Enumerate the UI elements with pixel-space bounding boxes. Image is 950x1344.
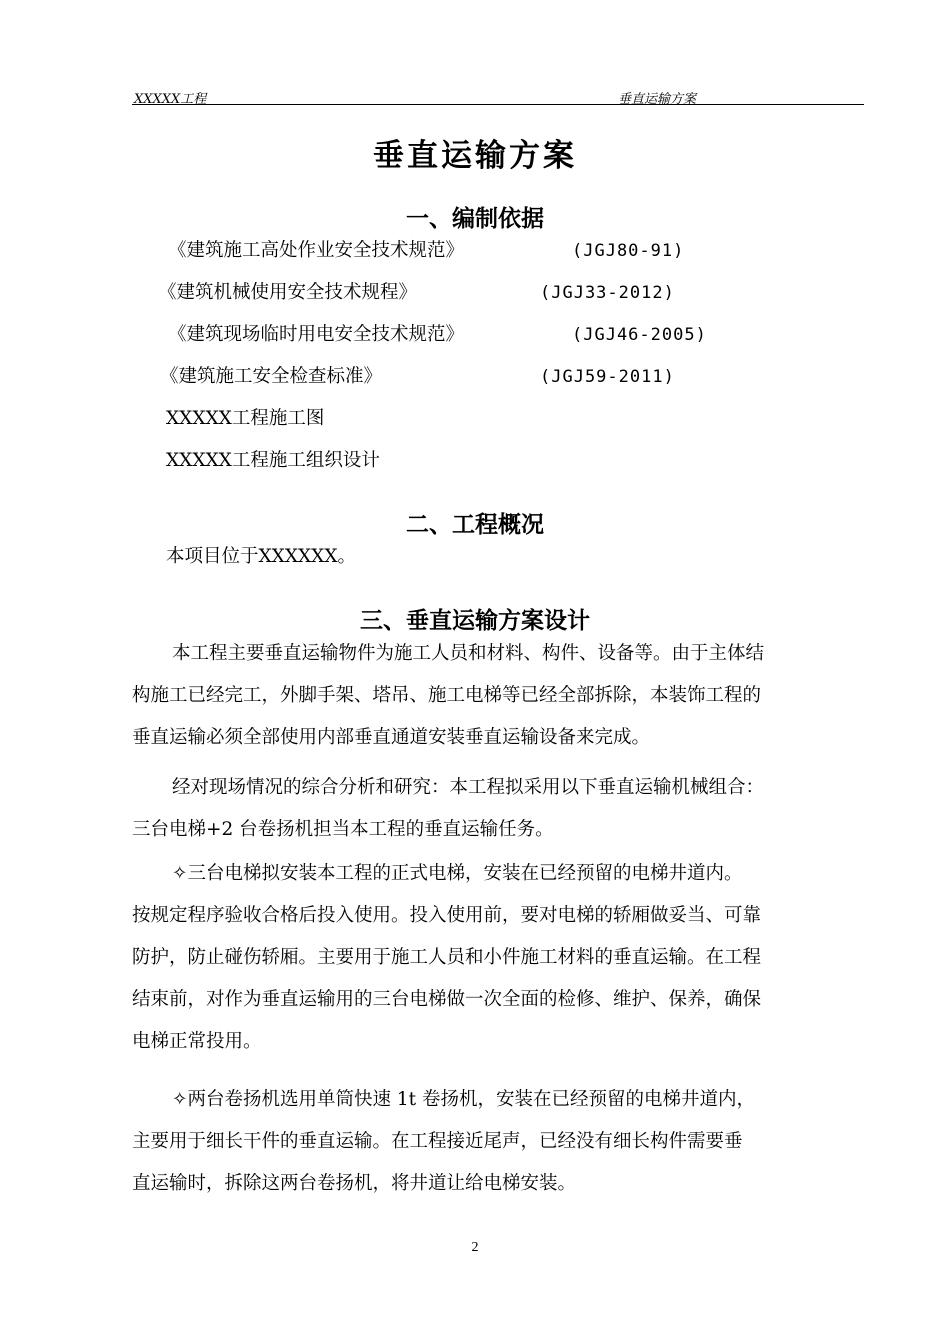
reference-name: 《建筑施工安全检查标准》 [160,366,383,387]
paragraph-line: ✧三台电梯拟安装本工程的正式电梯，安装在已经预留的电梯井道内。 [172,863,743,884]
paragraph-line: 垂直运输必须全部使用内部垂直通道安装垂直运输设备来完成。 [132,727,651,748]
reference-document: XXXXX工程施工图 [166,408,325,429]
document-title: 垂直运输方案 [373,138,577,174]
paragraph-line: 三台电梯+2 台卷扬机担当本工程的垂直运输任务。 [132,819,554,840]
reference-name: 《建筑机械使用安全技术规程》 [158,282,418,303]
paragraph-line: 主要用于细长干件的垂直运输。在工程接近尾声，已经没有细长构件需要垂 [132,1131,743,1152]
paragraph-line: 按规定程序验收合格后投入使用。投入使用前，要对电梯的轿厢做妥当、可靠 [132,905,762,926]
paragraph-line: ✧两台卷扬机选用单筒快速 1t 卷扬机，安装在已经预留的电梯井道内， [172,1089,755,1110]
paragraph-line: 经对现场情况的综合分析和研究：本工程拟采用以下垂直运输机械组合： [172,777,765,798]
section-heading-overview: 二、工程概况 [406,512,544,538]
reference-code: (JGJ46-2005) [572,325,707,345]
paragraph-winches [132,1079,864,1205]
paragraph-machine-combination [132,767,864,851]
paragraph-line: 本工程主要垂直运输物件为施工人员和材料、构件、设备等。由于主体结 [172,643,765,664]
paragraph-line: 结束前，对作为垂直运输用的三台电梯做一次全面的检修、维护、保养，确保 [132,989,762,1010]
page-header [132,86,864,105]
paragraph-elevators [132,853,864,1063]
page-number: 2 [471,1240,479,1255]
section-heading-design: 三、垂直运输方案设计 [360,608,590,634]
paragraph-line: 直运输时，拆除这两台卷扬机，将井道让给电梯安装。 [132,1173,577,1194]
reference-code: (JGJ59-2011) [540,367,675,387]
reference-document: XXXXX工程施工组织设计 [166,450,380,471]
overview-text: 本项目位于XXXXXX。 [166,546,357,567]
paragraph-line: 电梯正常投用。 [132,1031,262,1052]
reference-code: (JGJ80-91) [572,241,685,261]
reference-code: (JGJ33-2012) [540,283,675,303]
reference-name: 《建筑现场临时用电安全技术规范》 [168,324,465,345]
section-heading-basis: 一、编制依据 [406,206,544,232]
paragraph-line: 构施工已经完工，外脚手架、塔吊、施工电梯等已经全部拆除，本装饰工程的 [132,685,762,706]
paragraph-transport-items [132,633,864,759]
header-doc-title: 垂直运输方案 [618,92,697,107]
reference-name: 《建筑施工高处作业安全技术规范》 [168,240,465,261]
paragraph-line: 防护，防止碰伤轿厢。主要用于施工人员和小件施工材料的垂直运输。在工程 [132,947,762,968]
header-project-name: XXXXX工程 [134,92,207,107]
